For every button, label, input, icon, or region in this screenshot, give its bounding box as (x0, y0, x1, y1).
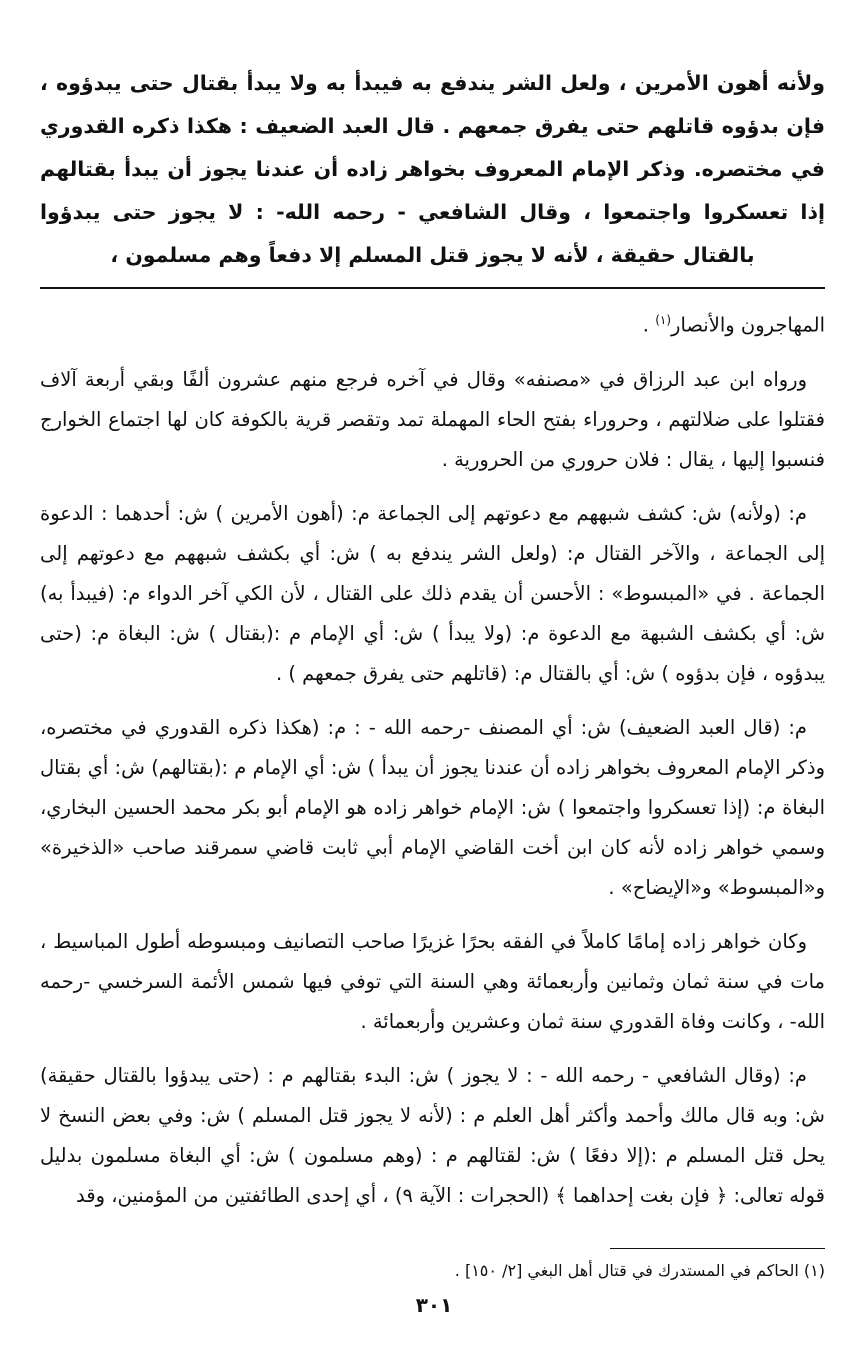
commentary-p1-text: المهاجرون والأنصار (671, 313, 825, 337)
commentary-paragraph-1 (40, 300, 825, 346)
commentary-paragraph-4: م: (قال العبد الضعيف) ش: أي المصنف -رحمه الله - : م: (هكذا ذكره القدوري في مختصره، وذكر الإمام المعروف بخواهر زاده أن عندنا يجوز أن يبدأ ) ش: أي الإمام م :(بقتالهم) ش: أي بقتال البغاة م: (إذا تعسكروا واجتمعوا ) ش: الإمام خواهر زاده هو الإمام أبو بكر محمد الحسين البخاري، وسمي خواهر زاده لأنه كان ابن أخت القاضي الإمام أبي ثابت قاضي سمرقند صاحب «الذخيرة» و«المبسوط» و«الإيضاح» . (40, 715, 825, 899)
page-number: ٣٠١ (415, 1293, 453, 1317)
separator-line (40, 287, 825, 289)
commentary-paragraph-5: وكان خواهر زاده إمامًا كاملاً في الفقه بحرًا غزيرًا صاحب التصانيف ومبسوطه أطول المباسيط ، مات في سنة ثمان وثمانين وأربعمائة وهي السنة التي توفي فيها شمس الأئمة السرخسي -رحمه الله- ، وكانت وفاة القدوري سنة ثمان وعشرين وأربعمائة . (40, 929, 825, 1033)
footnote-ref: (١) (655, 313, 672, 327)
main-text: ولأنه أهون الأمرين ، ولعل الشر يندفع به فيبدأ به ولا يبدأ بقتال حتى يبدؤوه ، فإن بدؤوه قاتلهم حتى يفرق جمعهم . قال العبد الضعيف : هكذا ذكره القدوري في مختصره. وذكر الإمام المعروف بخواهر زاده أن عندنا يجوز أن يبدأ بقتالهم إذا تعسكروا واجتمعوا ، وقال الشافعي - رحمه الله- : لا يجوز حتى يبدؤوا بالقتال حقيقة ، لأنه لا يجوز قتل المسلم إلا دفعاً وهم مسلمون ، (40, 71, 825, 267)
commentary-paragraph-2: ورواه ابن عبد الرزاق في «مصنفه» وقال في آخره فرجع منهم عشرون ألفًا وبقي أربعة آلاف فقتلوا على ضلالتهم ، وحروراء بفتح الحاء المهملة تمد وتقصر قرية بالكوفة كان لها اجتماع الخوارج فنسبوا إليها ، يقال : فلان حروري من الحرورية . (40, 367, 825, 471)
commentary-p1-end: . (642, 313, 656, 337)
footnote: (١) الحاكم في المستدرك في قتال أهل البغي [٢/ ١٥٠] . (454, 1261, 825, 1280)
commentary-paragraph-6: م: (وقال الشافعي - رحمه الله - : لا يجوز ) ش: البدء بقتالهم م : (حتى يبدؤوا بالقتال حقيقة) ش: وبه قال مالك وأحمد وأكثر أهل العلم م : (لأنه لا يجوز قتل المسلم ) ش: وفي بعض النسخ لا يحل قتل المسلم م :(إلا دفعًا ) ش: لقتالهم م : (وهم مسلمون ) ش: أي البغاة مسلمون بدليل قوله تعالى: ﴿ فإن بغت إحداهما ﴾ (الحجرات : الآية ٩) ، أي إحدى الطائفتين من المؤمنين، وقد (40, 1063, 825, 1207)
commentary-paragraph-3: م: (ولأنه) ش: كشف شبههم مع دعوتهم إلى الجماعة م: (أهون الأمرين ) ش: أحدهما : الدعوة إلى الجماعة ، والآخر القتال م: (ولعل الشر يندفع به ) ش: أي بكشف شبههم مع دعوتهم إلى الجماعة . في «المبسوط» : الأحسن أن يقدم ذلك على القتال ، لأن الكي آخر الدواء م: (فيبدأ به) ش: أي بكشف الشبهة مع الدعوة م: (ولا يبدأ ) ش: أي الإمام م :(بقتال ) ش: البغاة م: (حتى يبدؤوه ، فإن بدؤوه ) ش: أي بالقتال م: (قاتلهم حتى يفرق جمعهم ) . (40, 501, 825, 685)
footnote-separator (610, 1248, 825, 1249)
commentary (40, 300, 825, 1216)
